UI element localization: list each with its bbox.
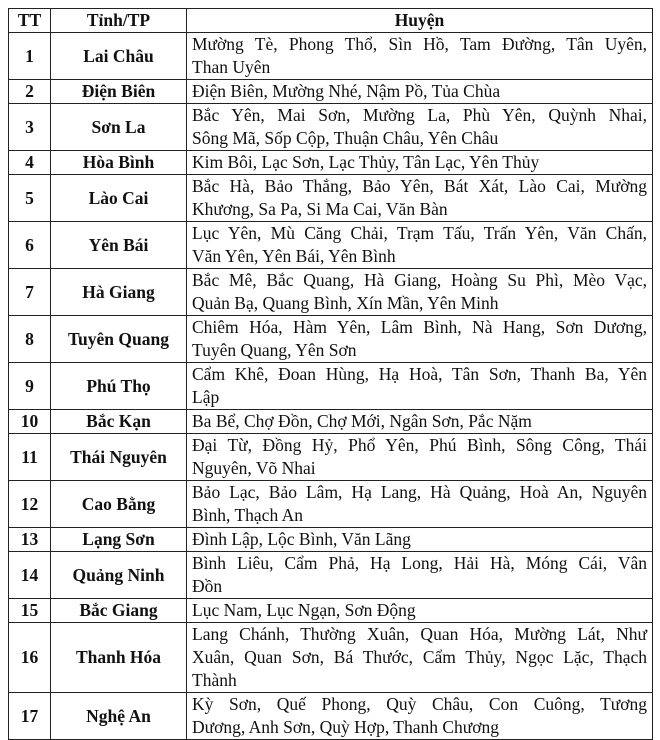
district-list xyxy=(187,80,653,104)
row-number: 3 xyxy=(9,104,51,151)
table-row xyxy=(9,599,653,623)
province-name: Hòa Bình xyxy=(51,151,187,175)
district-line: Bình Liêu, Cẩm Phả, Hạ Long, Hải Hà, Móng Cái, Vân xyxy=(192,553,647,573)
row-number: 13 xyxy=(9,528,51,552)
table-row xyxy=(9,80,653,104)
district-list xyxy=(187,410,653,434)
district-line: Khương, Sa Pa, Si Ma Cai, Văn Bàn xyxy=(192,199,448,219)
row-number: 14 xyxy=(9,552,51,599)
district-line: Thành xyxy=(192,670,237,690)
row-number: 2 xyxy=(9,80,51,104)
district-line: Mường Tè, Phong Thổ, Sìn Hồ, Tam Đường, Tân Uyên, xyxy=(192,34,647,54)
row-number: 4 xyxy=(9,151,51,175)
district-line: Tuyên Quang, Yên Sơn xyxy=(192,340,357,360)
table-row xyxy=(9,693,653,740)
district-list xyxy=(187,528,653,552)
row-number: 5 xyxy=(9,175,51,222)
district-line: Bảo Lạc, Bảo Lâm, Hạ Lang, Hà Quảng, Hoà An, Nguyên xyxy=(192,482,647,502)
row-number: 16 xyxy=(9,623,51,693)
table-row xyxy=(9,175,653,222)
district-list xyxy=(187,434,653,481)
table-row xyxy=(9,222,653,269)
district-table xyxy=(8,8,653,740)
district-line: Bắc Mê, Bắc Quang, Hà Giang, Hoàng Su Phì, Mèo Vạc, xyxy=(192,270,647,290)
province-name: Yên Bái xyxy=(51,222,187,269)
district-line: Kim Bôi, Lạc Sơn, Lạc Thủy, Tân Lạc, Yên Thủy xyxy=(192,152,540,172)
row-number: 10 xyxy=(9,410,51,434)
row-number: 12 xyxy=(9,481,51,528)
table-row xyxy=(9,434,653,481)
district-list xyxy=(187,175,653,222)
district-line: Sông Mã, Sốp Cộp, Thuận Châu, Yên Châu xyxy=(192,128,499,148)
province-name: Thanh Hóa xyxy=(51,623,187,693)
district-line: Xuân, Quan Sơn, Bá Thước, Cẩm Thủy, Ngọc Lặc, Thạch xyxy=(192,647,647,667)
header-row xyxy=(9,9,653,33)
province-name: Phú Thọ xyxy=(51,363,187,410)
district-line: Dương, Anh Sơn, Quỳ Hợp, Thanh Chương xyxy=(192,717,499,737)
district-line: Văn Yên, Yên Bái, Yên Bình xyxy=(192,246,396,266)
district-line: Bắc Yên, Mai Sơn, Mường La, Phù Yên, Quỳnh Nhai, xyxy=(192,105,647,125)
table-row xyxy=(9,363,653,410)
district-line: Lục Yên, Mù Căng Chải, Trạm Tấu, Trấn Yên, Văn Chấn, xyxy=(192,223,647,243)
province-name: Lạng Sơn xyxy=(51,528,187,552)
district-list xyxy=(187,363,653,410)
table-row xyxy=(9,269,653,316)
district-line: Quản Bạ, Quang Bình, Xín Mần, Yên Minh xyxy=(192,293,499,313)
district-line: Cẩm Khê, Đoan Hùng, Hạ Hoà, Tân Sơn, Thanh Ba, Yên xyxy=(192,364,647,384)
province-name: Bắc Kạn xyxy=(51,410,187,434)
district-line: Đại Từ, Đồng Hỷ, Phổ Yên, Phú Bình, Sông Công, Thái xyxy=(192,435,647,455)
row-number: 17 xyxy=(9,693,51,740)
table-row xyxy=(9,623,653,693)
row-number: 9 xyxy=(9,363,51,410)
district-line: Nguyên, Võ Nhai xyxy=(192,458,316,478)
header-tt: TT xyxy=(9,9,51,33)
province-name: Điện Biên xyxy=(51,80,187,104)
district-line: Lục Nam, Lục Ngạn, Sơn Động xyxy=(192,600,416,620)
table-row xyxy=(9,481,653,528)
district-list xyxy=(187,599,653,623)
province-name: Quảng Ninh xyxy=(51,552,187,599)
row-number: 6 xyxy=(9,222,51,269)
province-name: Sơn La xyxy=(51,104,187,151)
table-row xyxy=(9,528,653,552)
district-line: Bình, Thạch An xyxy=(192,505,303,525)
header-province: Tỉnh/TP xyxy=(51,9,187,33)
district-line: Than Uyên xyxy=(192,57,271,77)
province-name: Cao Bằng xyxy=(51,481,187,528)
table-row xyxy=(9,104,653,151)
district-line: Chiêm Hóa, Hàm Yên, Lâm Bình, Nà Hang, Sơn Dương, xyxy=(192,317,647,337)
province-name: Nghệ An xyxy=(51,693,187,740)
district-list xyxy=(187,269,653,316)
table-row xyxy=(9,552,653,599)
district-list xyxy=(187,222,653,269)
district-list xyxy=(187,316,653,363)
province-name: Bắc Giang xyxy=(51,599,187,623)
row-number: 8 xyxy=(9,316,51,363)
district-list xyxy=(187,623,653,693)
province-name: Thái Nguyên xyxy=(51,434,187,481)
row-number: 11 xyxy=(9,434,51,481)
district-line: Ba Bể, Chợ Đồn, Chợ Mới, Ngân Sơn, Pắc Nặm xyxy=(192,411,532,431)
district-line: Bắc Hà, Bảo Thắng, Bảo Yên, Bát Xát, Lào Cai, Mường xyxy=(192,176,647,196)
province-name: Lai Châu xyxy=(51,33,187,80)
district-line: Điện Biên, Mường Nhé, Nậm Pồ, Tủa Chùa xyxy=(192,81,501,101)
district-list xyxy=(187,151,653,175)
table-row xyxy=(9,316,653,363)
province-name: Hà Giang xyxy=(51,269,187,316)
district-line: Lập xyxy=(192,387,220,407)
province-name: Lào Cai xyxy=(51,175,187,222)
district-list xyxy=(187,33,653,80)
row-number: 15 xyxy=(9,599,51,623)
header-districts: Huyện xyxy=(187,9,653,33)
district-list xyxy=(187,693,653,740)
district-list xyxy=(187,481,653,528)
district-line: Đình Lập, Lộc Bình, Văn Lãng xyxy=(192,529,411,549)
row-number: 1 xyxy=(9,33,51,80)
district-line: Lang Chánh, Thường Xuân, Quan Hóa, Mường Lát, Như xyxy=(192,624,647,644)
table-row xyxy=(9,33,653,80)
district-line: Kỳ Sơn, Quế Phong, Quỳ Châu, Con Cuông, Tương xyxy=(192,694,647,714)
district-list xyxy=(187,552,653,599)
table-row xyxy=(9,151,653,175)
district-list xyxy=(187,104,653,151)
district-line: Đồn xyxy=(192,576,223,596)
table-row xyxy=(9,410,653,434)
row-number: 7 xyxy=(9,269,51,316)
province-name: Tuyên Quang xyxy=(51,316,187,363)
